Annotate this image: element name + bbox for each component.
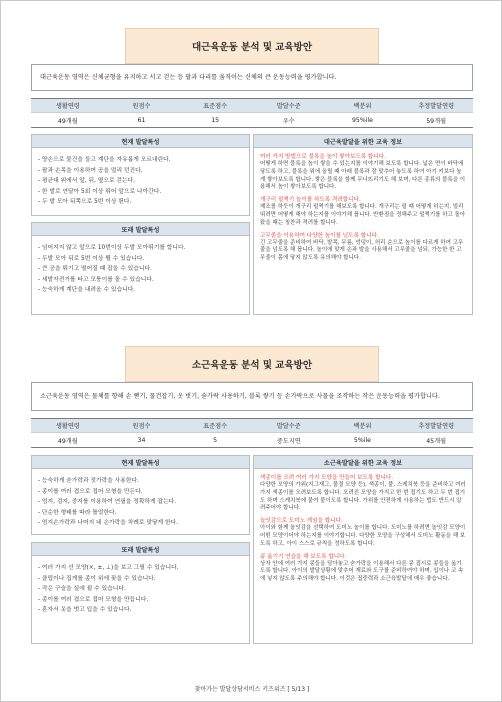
score-table [31, 418, 473, 448]
edu-item [260, 517, 466, 548]
list-item: - 엄지, 검지, 중지를 이용하여 연필을 정확하게 잡는다. [38, 499, 177, 505]
list-item: - 엄지손가락과 나머지 네 손가락을 차례로 맞닿게 한다. [38, 520, 179, 526]
cell-standard: 15 [178, 113, 252, 128]
edu-item [260, 474, 466, 513]
edu-item-heading: 놀잇감으로 도미노 게임을 합니다. [260, 518, 343, 525]
edu-item-text: 상자 안에 여러 가지 콩들을 담아놓고 숟가락을 이용해서 다른 콩 접시로 콩들을 옮기도록 합니다. 아이의 발달상황에 맞추어 재료와 도구를 준비하여야 하며, 입이나 코 속에 넣지 않도록 주의해야 합니다. 이것은 집중력과 소근육발달에 매우 좋습니다. [260, 560, 464, 583]
col-header-age: 생활연령 [31, 419, 105, 433]
edu-info-list [254, 469, 472, 584]
cell-age: 49개월 [31, 433, 105, 448]
section-title: 소근육운동 분석 및 교육방안 [125, 346, 379, 382]
cell-est-age: 59개월 [399, 113, 473, 128]
section-description [31, 64, 473, 91]
edu-item [260, 153, 466, 192]
peer-dev-panel [31, 222, 250, 315]
score-table [31, 98, 473, 128]
cell-age: 49개월 [31, 113, 105, 128]
score-table-value-row [31, 433, 473, 448]
edu-item [260, 553, 466, 584]
edu-item-heading: 색종이를 오려 여러 가지 모양을 만들어 보도록 합니다. [260, 475, 394, 481]
col-header-age: 생활연령 [31, 99, 105, 113]
edu-item-heading: 콩 옮기기 연습을 해 보도록 합니다. [260, 553, 347, 560]
list-item: - 여러 가지 선 모양(×, ±, ⊥)을 보고 그릴 수 있습니다. [38, 565, 179, 571]
edu-item-text: 아이와 함께 놀잇감을 선택하여 도미노 놀이를 합니다. 도미노를 하려면 놀잇감 모양이 어떤 모양이어야 하는지를 이야기합니다. 다양한 모양을 구성해서 도미노 활동을 해 보도록 하고, 아이 스스로 규칙을 정하도록 합니다. [260, 525, 466, 547]
edu-item-heading: 여러 가지 방법으로 블록을 높이 쌓아보도록 합니다. [260, 154, 386, 160]
cell-raw: 34 [105, 433, 179, 448]
score-table-value-row [31, 113, 473, 128]
page-footer: 찾아가는 발달상담서비스 키즈위즈 [ 5/13 ] [194, 686, 310, 693]
edu-item-text: 어떻게 하면 블록을 높이 쌓을 수 있는지를 이야기해 보도록 합니다. 넓은 면이 바닥에 닿도록 하고, 블록을 위에 올릴 때 아래 블록과 잘 맞추어 놓도록 하여 아기 키보다 높게 쌓아보도록 합니다. 쌓은 블록을 함께 무너뜨리기도 해 보며, 다른 종류의 블록을 이용해서 높이 쌓아보도록 합니다. [260, 161, 466, 191]
list-item: - 팔과 손목을 이용하여 공을 멀리 던진다. [38, 167, 143, 174]
edu-item-heading: 개구리 펄쩍기 놀이를 하도록 격려합니다. [260, 197, 361, 204]
current-dev-panel [31, 455, 250, 535]
panel-title: 소근육발달을 위한 교육 정보 [254, 456, 472, 469]
cell-standard: 5 [178, 433, 252, 448]
list-item: - 두 발 모아 뒤쪽으로 5번 이상 뛴다. [38, 199, 132, 205]
list-item: - 평균대 위에서 앞, 뒤, 옆으로 걷는다. [38, 178, 136, 184]
section-description [31, 382, 473, 411]
section-title: 대근육운동 분석 및 교육방안 [125, 28, 379, 64]
list-item: - 세발자전거를 타고 모퉁이를 돌 수 있습니다. [38, 276, 154, 283]
cell-raw: 61 [105, 113, 179, 128]
list-item: - 종이를 여러 겹으로 접어 모형을 만듭니다. [38, 596, 149, 603]
col-header-level: 발달수준 [252, 419, 326, 433]
edu-info-list [254, 148, 472, 263]
current-dev-list [32, 148, 249, 208]
edu-info-panel [253, 455, 473, 644]
list-item: - 능숙하게 숟가락과 젓가락을 사용한다. [38, 478, 139, 484]
edu-item [260, 196, 466, 227]
edu-item [260, 232, 466, 263]
cell-est-age: 45개월 [399, 433, 473, 448]
edu-item-text: 긴 고무줄을 준비하여 바닥, 발목, 무릎, 엉덩이, 허리 순으로 높이를 다르게 하여 고무줄을 넘도록 해 봅니다. 높이에 맞게 손과 발을 사용해서 고무줄을 넘되, 가능한 한 고무줄이 몸에 닿지 않도록 유의해야 합니다. [260, 239, 464, 262]
list-item: - 작은 구슬을 실에 뀔 수 있습니다. [38, 586, 126, 592]
list-item: - 종이를 여러 겹으로 접어 모형을 만든다. [38, 488, 143, 495]
cell-percentile: 95%ile [326, 113, 400, 128]
cell-percentile: 5%ile [326, 433, 400, 448]
col-header-raw: 원점수 [105, 99, 179, 113]
col-header-raw: 원점수 [105, 419, 179, 433]
peer-dev-panel [31, 542, 250, 644]
list-item: - 혼자서 옷을 벗고 입을 수 있습니다. [38, 607, 132, 613]
list-item: - 한 발로 연달아 5회 이상 뛰어 앞으로 나아간다. [38, 188, 162, 195]
list-item: - 능숙하게 계단을 내려올 수 있습니다. [38, 287, 136, 293]
panel-title: 대근육발달을 위한 교육 정보 [254, 135, 472, 148]
score-table-header-row [31, 419, 473, 433]
panel-title: 현재 발달특성 [32, 456, 249, 469]
list-item: - 단순한 형태를 따라 틀었한다. [38, 509, 117, 516]
col-header-percentile: 백분위 [326, 419, 400, 433]
peer-dev-list [32, 236, 249, 296]
list-item: - 넘어지지 않고 앞으로 10번이상 두발 모아뛰기를 합니다. [38, 245, 186, 251]
list-item: - 두발 모아 뒤로 5번 이상 뛸 수 있습니다. [38, 255, 145, 262]
edu-info-panel [253, 134, 473, 315]
description-text: 대근육운동 영역은 신체균형을 유지하고 서고 걷는 등 팔과 다리를 움직이는 신체의 큰 운동능력을 평가합니다. [40, 74, 337, 81]
list-item: - 양손으로 물건을 들고 계단을 자유롭게 오르내린다. [38, 157, 171, 163]
panel-title: 또래 발달특성 [32, 543, 249, 556]
cell-level: 중도지연 [252, 433, 326, 448]
peer-dev-list [32, 556, 249, 616]
list-item: - 큰 공을 튀기고 떨어질 때 잡을 수 있습니다. [38, 266, 152, 272]
col-header-est-age: 추정발달연령 [399, 419, 473, 433]
col-header-percentile: 백분위 [326, 99, 400, 113]
col-header-est-age: 추정발달연령 [399, 99, 473, 113]
panel-title: 현재 발달특성 [32, 135, 249, 148]
edu-item-heading: 고무줄을 이용하여 다양한 높이를 넘도록 합니다. [260, 232, 379, 239]
col-header-standard: 표준점수 [178, 419, 252, 433]
description-text: 소근육운동 영역은 물체를 향해 손 뻗기, 물건잡기, 옷 벗기, 숟가락 사용하기, 블록 쌓기 등 손가락으로 사물을 조작하는 작은 운동능력을 평가합니다. [40, 393, 440, 400]
current-dev-panel [31, 134, 250, 216]
current-dev-list [32, 469, 249, 529]
edu-item-text: 제조를 하듯이 개구리 펄쩍기를 해보도록 합니다. 개구리는 펄 때 어떻게 하는지, 멀리 뛰려면 어떻게 해야 하는지를 이야기해 봅니다. 반환점을 정해주고 펄쩍기를 하고 돌아왔을 때는 칭찬과 격려를 합니다. [260, 204, 466, 226]
edu-item-text: 다양한 모양의 가위(지그재그, 물결 모양 등), 색종이, 풀, 스케치북 등을 준비하고 여러 가지 색종이를 오려보도록 합니다. 오려진 모양을 가지고 한 번 접기도 하고 두 번 접기도 하며 스케치북에 붙여 붙이도록 합니다. 가위를 안전하게 사용하는 법도 반드시 알려주어야 합니다. [260, 482, 466, 512]
col-header-standard: 표준점수 [178, 99, 252, 113]
cell-level: 우수 [252, 113, 326, 128]
col-header-level: 발달수준 [252, 99, 326, 113]
score-table-header-row [31, 99, 473, 113]
list-item: - 클립이나 집게를 종이 위에 꽂을 수 있습니다. [38, 575, 156, 582]
panel-title: 또래 발달특성 [32, 223, 249, 236]
